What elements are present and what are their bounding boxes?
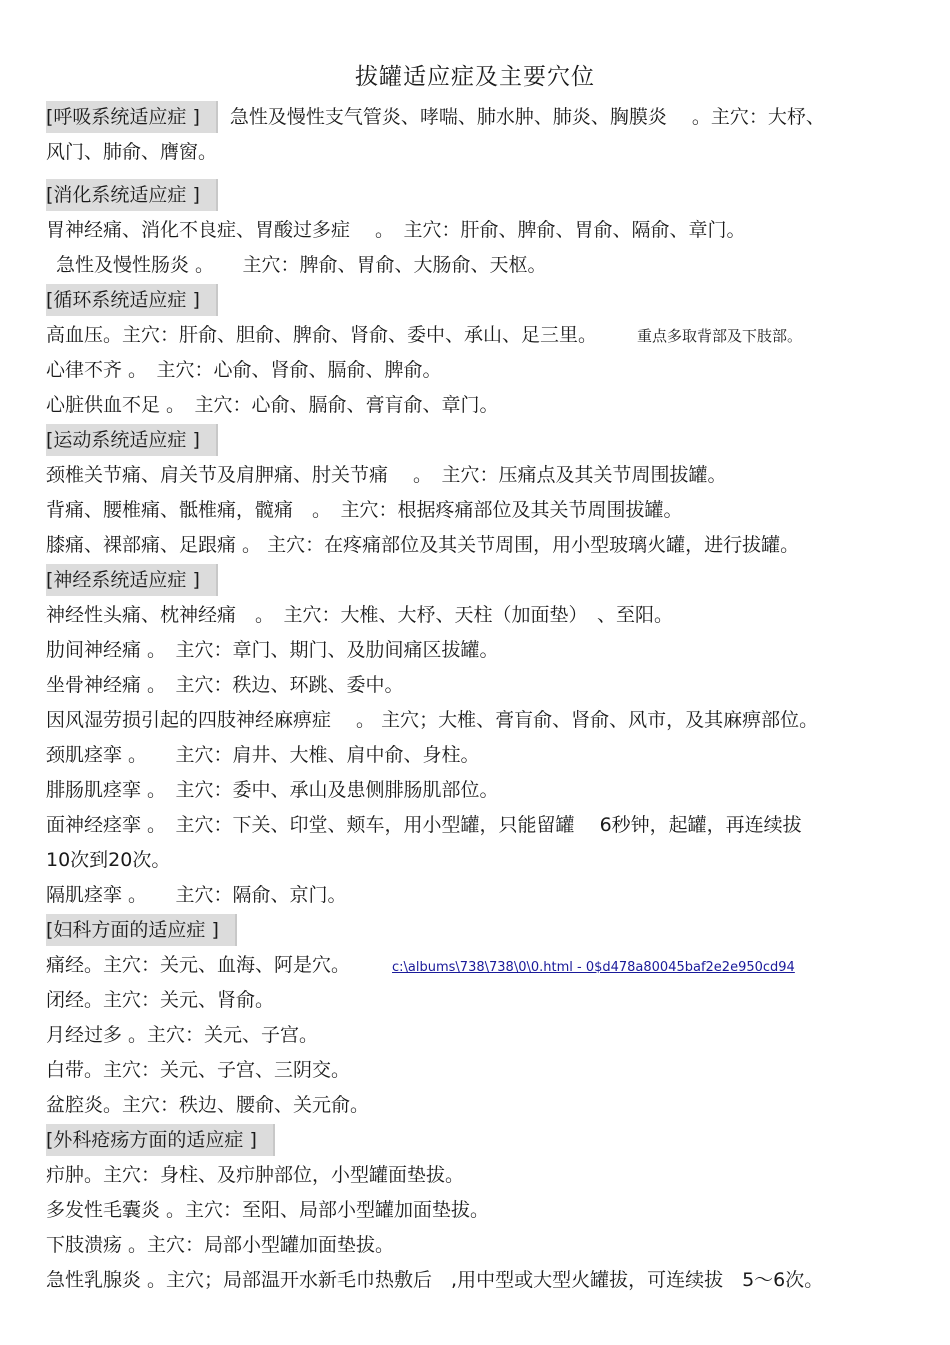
- motor-heading: [运动系统适应症 ]: [46, 424, 218, 456]
- gynecology-line-5: 盆腔炎。主穴：秩边、腰俞、关元俞。: [46, 1094, 370, 1116]
- digestive-line-1: 胃神经痛、消化不良症、胃酸过多症 。 主穴：肝俞、脾俞、胃俞、隔俞、章门。: [46, 219, 746, 241]
- circulatory-line-3: 心脏供血不足 。 主穴：心俞、膈俞、膏肓俞、章门。: [46, 394, 499, 416]
- circulatory-note: 重点多取背部及下肢部。: [637, 327, 803, 345]
- surgery-line-4: 急性乳腺炎 。主穴；局部温开水新毛巾热敷后 ,用中型或大型火罐拔，可连续拔 5～6次。: [46, 1269, 824, 1291]
- gynecology-line-2: 闭经。主穴：关元、肾俞。: [46, 989, 275, 1011]
- circulatory-text: 高血压。主穴：肝俞、胆俞、脾俞、肾俞、委中、承山、足三里。: [46, 324, 598, 346]
- motor-line-1: 颈椎关节痛、肩关节及肩胛痛、肘关节痛 。 主穴：压痛点及其关节周围拔罐。: [46, 464, 727, 486]
- circulatory-line-1: [46, 318, 906, 353]
- nervous-line-5: 颈肌痉挛 。 主穴：肩井、大椎、肩中俞、身柱。: [46, 744, 480, 766]
- respiratory-heading: [呼吸系统适应症 ]: [46, 101, 218, 133]
- album-link[interactable]: c:\albums\738\738\0\0.html - 0$d478a80045baf2e2e950cd94: [392, 960, 795, 975]
- nervous-line-6: 腓肠肌痉挛 。 主穴：委中、承山及患侧腓肠肌部位。: [46, 779, 499, 801]
- document-body: [46, 100, 906, 1298]
- surgery-heading-line: [46, 1123, 906, 1158]
- respiratory-line-2: 风门、肺俞、膺窗。: [46, 141, 218, 163]
- motor-line-3: 膝痛、裸部痛、足跟痛 。 主穴：在疼痛部位及其关节周围，用小型玻璃火罐，进行拔罐。: [46, 534, 800, 556]
- page-title: 拔罐适应症及主要穴位: [355, 64, 595, 90]
- digestive-line-2: 急性及慢性肠炎 。 主穴：脾俞、胃俞、大肠俞、天枢。: [56, 254, 547, 276]
- nervous-line-9: 隔肌痉挛 。 主穴：隔俞、京门。: [46, 884, 347, 906]
- nervous-line-4: 因风湿劳损引起的四肢神经麻痹症 。 主穴；大椎、膏肓俞、肾俞、风市，及其麻痹部位。: [46, 709, 819, 731]
- nervous-line-1: 神经性头痛、枕神经痛 。 主穴：大椎、大杼、天柱（加面垫） 、至阳。: [46, 604, 674, 626]
- gynecology-line-3: 月经过多 。主穴：关元、子宫。: [46, 1024, 319, 1046]
- nervous-heading: [神经系统适应症 ]: [46, 564, 218, 596]
- digestive-heading-line: [46, 178, 906, 213]
- respiratory-text: 急性及慢性支气管炎、哮喘、肺水肿、肺炎、胸膜炎 。主穴：大杼、: [229, 106, 825, 128]
- motor-line-2: 背痛、腰椎痛、骶椎痛，髋痛 。 主穴：根据疼痛部位及其关节周围拔罐。: [46, 499, 683, 521]
- digestive-heading: [消化系统适应症 ]: [46, 179, 218, 211]
- nervous-line-8: 10次到20次。: [46, 849, 171, 871]
- respiratory-line-1: [46, 100, 906, 135]
- nervous-line-7: 面神经痉挛 。 主穴：下关、印堂、颊车，用小型罐，只能留罐 6秒钟，起罐，再连续拔: [46, 814, 802, 836]
- gynecology-line-1: [46, 948, 906, 983]
- nervous-heading-line: [46, 563, 906, 598]
- circulatory-heading: [循环系统适应症 ]: [46, 284, 218, 316]
- nervous-line-2: 肋间神经痛 。 主穴：章门、期门、及肋间痛区拔罐。: [46, 639, 499, 661]
- circulatory-line-2: 心律不齐 。 主穴：心俞、肾俞、膈俞、脾俞。: [46, 359, 442, 381]
- surgery-line-3: 下肢溃疡 。主穴：局部小型罐加面垫拔。: [46, 1234, 395, 1256]
- gynecology-line-4: 白带。主穴：关元、子宫、三阴交。: [46, 1059, 351, 1081]
- circulatory-heading-line: [46, 283, 906, 318]
- motor-heading-line: [46, 423, 906, 458]
- surgery-line-1: 疖肿。主穴：身柱、及疖肿部位，小型罐面垫拔。: [46, 1164, 465, 1186]
- surgery-heading: [外科疮疡方面的适应症 ]: [46, 1124, 275, 1156]
- surgery-line-2: 多发性毛囊炎 。主穴：至阳、局部小型罐加面垫拔。: [46, 1199, 490, 1221]
- gynecology-heading-line: [46, 913, 906, 948]
- gynecology-heading: [妇科方面的适应症 ]: [46, 914, 237, 946]
- gynecology-text: 痛经。主穴：关元、血海、阿是穴。: [46, 954, 351, 976]
- nervous-line-3: 坐骨神经痛 。 主穴：秩边、环跳、委中。: [46, 674, 404, 696]
